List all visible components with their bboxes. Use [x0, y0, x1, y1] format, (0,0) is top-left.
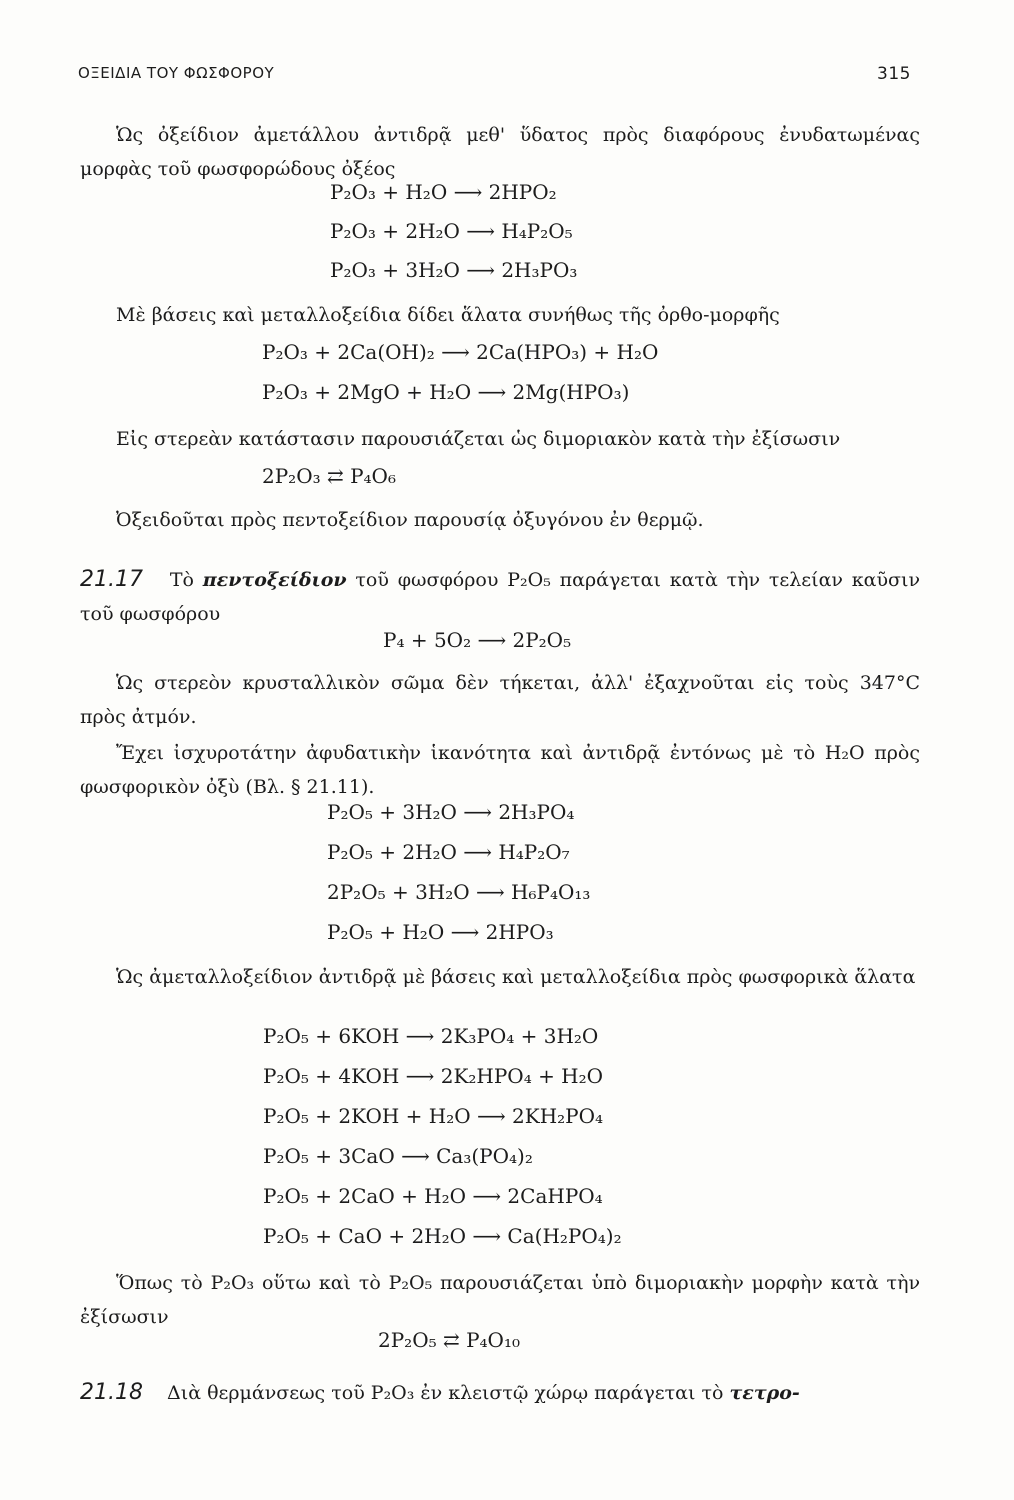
- section-number: 21.17: [80, 567, 143, 592]
- equation: P₂O₃ + 3H₂O ⟶ 2H₃PO₃: [330, 258, 578, 282]
- section-text-post: τοῦ φωσφόρου P₂O₅ παράγεται κατὰ τὴν τελείαν καῦσιν τοῦ φωσφόρου: [80, 569, 921, 625]
- equation: P₄ + 5O₂ ⟶ 2P₂O₅: [383, 628, 572, 652]
- section-21-17: [80, 563, 920, 631]
- paragraph-dehydrating: Ἔχει ἰσχυροτάτην ἀφυδατικὴν ἱκανότητα καὶ ἀντιδρᾷ ἐντόνως μὲ τὸ H₂O πρὸς φωσφορικὸν ὀξὺ (Βλ. § 21.11).: [80, 742, 920, 798]
- equation: P₂O₅ + 2H₂O ⟶ H₄P₂O₇: [327, 840, 570, 864]
- paragraph-nonmetal-oxide: Ὡς ἀμεταλλοξείδιον ἀντιδρᾷ μὲ βάσεις καὶ μεταλλοξείδια πρὸς φωσφορικὰ ἅλατα: [116, 966, 916, 988]
- equation: P₂O₃ + 2Ca(OH)₂ ⟶ 2Ca(HPO₃) + H₂O: [262, 340, 659, 364]
- section-21-18: [80, 1376, 920, 1410]
- section-text-pre: Τὸ: [169, 569, 194, 591]
- equation: P₂O₅ + 2CaO + H₂O ⟶ 2CaHPO₄: [263, 1184, 603, 1208]
- paragraph-solid-state: Εἰς στερεὰν κατάστασιν παρουσιάζεται ὡς διμοριακὸν κατὰ τὴν ἐξίσωσιν: [116, 428, 841, 450]
- section-number: 21.18: [80, 1380, 143, 1405]
- equilibrium-equation: 2P₂O₅ ⇄ P₄O₁₀: [378, 1328, 520, 1352]
- equilibrium-equation: 2P₂O₃ ⇄ P₄O₆: [262, 464, 396, 488]
- paragraph-dimer: Ὅπως τὸ P₂O₃ οὕτω καὶ τὸ P₂O₅ παρουσιάζεται ὑπὸ διμοριακὴν μορφὴν κατὰ τὴν ἐξίσωσιν: [80, 1272, 920, 1328]
- paragraph-bases: Μὲ βάσεις καὶ μεταλλοξείδια δίδει ἅλατα συνήθως τῆς ὀρθο-μορφῆς: [116, 304, 780, 326]
- equation: P₂O₅ + 2KOH + H₂O ⟶ 2KH₂PO₄: [263, 1104, 604, 1128]
- equation: P₂O₅ + 3H₂O ⟶ 2H₃PO₄: [327, 800, 575, 824]
- equation: P₂O₃ + 2MgO + H₂O ⟶ 2Mg(HPO₃): [262, 380, 630, 404]
- equation: P₂O₅ + 3CaO ⟶ Ca₃(PO₄)₂: [263, 1144, 533, 1168]
- section-text-pre: Διὰ θερμάνσεως τοῦ P₂O₃ ἐν κλειστῷ χώρῳ παράγεται τὸ: [167, 1382, 724, 1404]
- equation: P₂O₃ + H₂O ⟶ 2HPO₂: [330, 180, 557, 204]
- paragraph-oxidation: Ὀξειδοῦται πρὸς πεντοξείδιον παρουσίᾳ ὀξυγόνου ἐν θερμῷ.: [116, 509, 704, 531]
- equation: 2P₂O₅ + 3H₂O ⟶ H₆P₄O₁₃: [327, 880, 591, 904]
- equation: P₂O₅ + 6KOH ⟶ 2K₃PO₄ + 3H₂O: [263, 1024, 599, 1048]
- equation: P₂O₅ + 4KOH ⟶ 2K₂HPO₄ + H₂O: [263, 1064, 604, 1088]
- running-title: ΟΞΕΙΔΙΑ ΤΟΥ ΦΩΣΦΟΡΟΥ: [78, 64, 275, 82]
- section-term: πεντοξείδιον: [202, 569, 347, 591]
- equation: P₂O₅ + H₂O ⟶ 2HPO₃: [327, 920, 554, 944]
- equation: P₂O₃ + 2H₂O ⟶ H₄P₂O₅: [330, 219, 573, 243]
- equation: P₂O₅ + CaO + 2H₂O ⟶ Ca(H₂PO₄)₂: [263, 1224, 622, 1248]
- paragraph-sublimation: Ὡς στερεὸν κρυσταλλικὸν σῶμα δὲν τήκεται, ἀλλ' ἐξαχνοῦται εἰς τοὺς 347°C πρὸς ἀτμόν.: [80, 672, 920, 728]
- paragraph-acid-reaction: Ὡς ὀξείδιον ἀμετάλλου ἀντιδρᾷ μεθ' ὕδατος πρὸς διαφόρους ἐνυδατωμένας μορφὰς τοῦ φωσφορώδους ὀξέος: [80, 124, 920, 180]
- page-number: 315: [877, 64, 911, 84]
- section-term: τετρο-: [729, 1382, 800, 1404]
